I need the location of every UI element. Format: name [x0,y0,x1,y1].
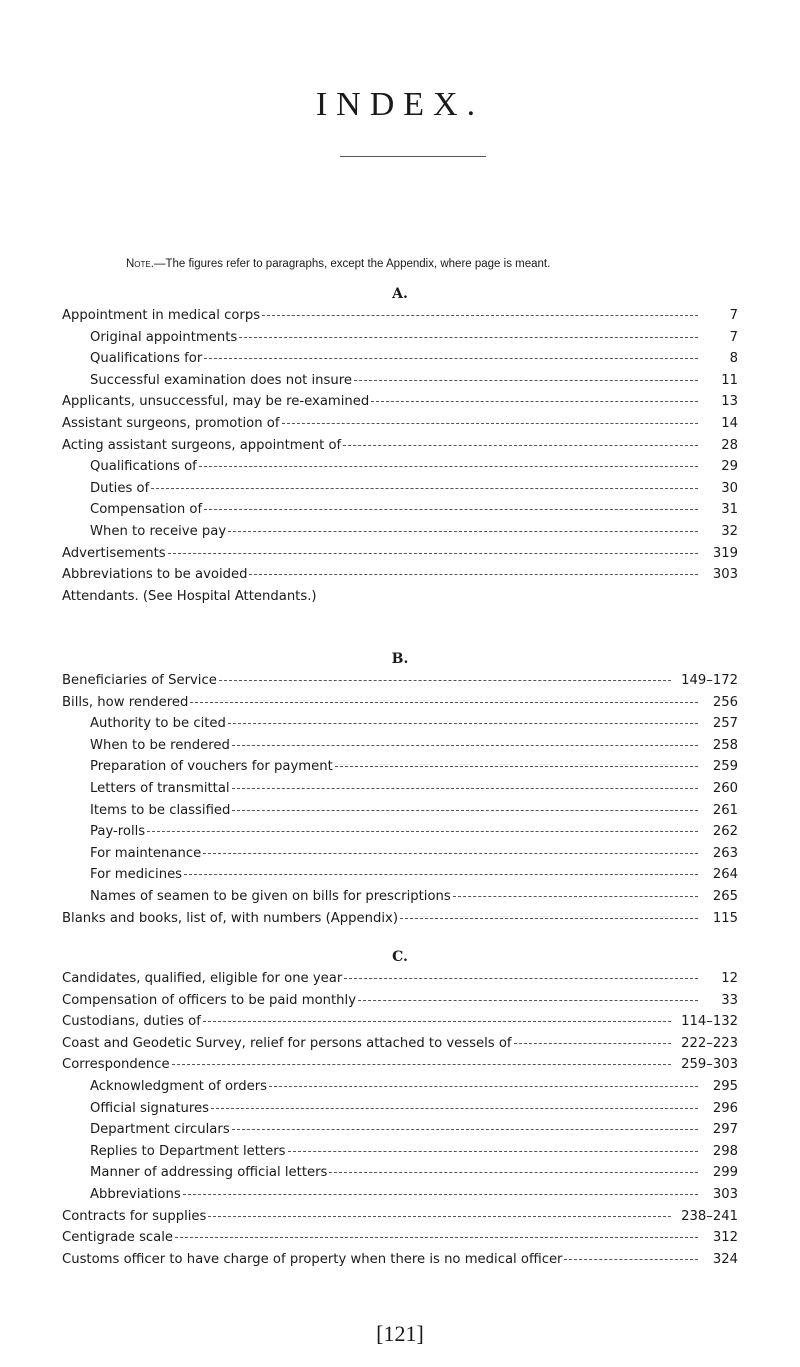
entry-label: Pay-rolls [90,824,146,840]
page-number: [121] [376,1321,424,1346]
entry-label: Duties of [90,480,150,496]
entry-label: Candidates, qualified, eligible for one year [62,971,343,986]
index-entry [90,524,738,544]
entry-label: Compensation of officers to be paid monthly [62,992,356,1008]
entry-label: When to receive pay [90,524,227,539]
entry-page-ref: 298 [712,1143,738,1159]
entry-page-ref: 33 [721,992,738,1008]
index-entry [90,373,738,393]
entry-label: Bills, how rendered [62,694,189,710]
entry-label: Qualifications for [90,351,203,367]
index-entry [62,394,738,414]
dot-leader [168,553,698,554]
dot-leader [190,702,698,703]
index-entry [90,351,738,371]
dot-leader [232,810,698,811]
entry-label: Successful examination does not insure [90,372,353,388]
entry-label: Applicants, unsuccessful, may be re-examined [62,394,370,410]
dot-leader [208,1216,671,1217]
index-entry [62,971,738,991]
entry-page-ref: 259–303 [681,1057,738,1073]
index-entry [90,867,738,887]
entry-page-ref: 324 [712,1251,738,1267]
entry-label: Acting assistant surgeons, appointment of [62,437,342,453]
index-entry [90,1101,738,1121]
entry-label: Manner of addressing official letters [90,1165,328,1181]
dot-leader [211,1108,698,1109]
index-entry [62,438,738,458]
index-entry [90,1144,738,1164]
index-entry [90,846,738,866]
index-entry [90,781,738,801]
entry-page-ref: 222–223 [681,1035,738,1051]
dot-leader [228,531,698,532]
index-entry [90,481,738,501]
entry-page-ref: 149–172 [681,673,738,688]
index-entry [62,546,738,566]
entry-page-ref: 312 [712,1230,738,1246]
dot-leader [204,509,698,510]
entry-page-ref: 299 [712,1165,738,1181]
index-entry [62,911,738,931]
dot-leader [249,574,698,575]
entry-label: Abbreviations [90,1187,181,1202]
section-letter: B. [391,651,409,667]
dot-leader [147,831,698,832]
dot-leader [203,1021,671,1022]
index-entry [62,589,738,609]
dot-leader [219,680,671,681]
entry-page-ref: 13 [721,394,738,410]
entry-page-ref: 32 [721,524,738,539]
entry-label: Advertisements [62,545,166,561]
entry-page-ref: 258 [712,737,738,753]
index-entry [90,502,738,522]
entry-label: Names of seamen to be given on bills for prescriptions [90,889,451,904]
entry-page-ref: 297 [712,1122,738,1138]
entry-label: Department circulars [90,1122,230,1138]
page-title: INDEX. [315,86,485,123]
entry-label: Letters of transmittal [90,781,230,796]
index-entry [90,889,738,909]
entry-label: For medicines [90,867,183,883]
entry-label: Compensation of [90,502,203,518]
dot-leader [184,874,698,875]
entry-label: Contracts for supplies [62,1208,207,1224]
dot-leader [354,380,698,381]
index-entry [62,993,738,1013]
dot-leader [199,466,698,467]
index-entry [62,673,738,693]
entry-page-ref: 115 [712,910,738,926]
dot-leader [343,445,698,446]
dot-leader [232,788,698,789]
entry-label: Items to be classified [90,802,231,818]
index-entry [90,738,738,758]
entry-label: Coast and Geodetic Survey, relief for persons attached to vessels of [62,1035,512,1051]
index-entry [62,1014,738,1034]
entry-page-ref: 295 [712,1079,738,1094]
entry-label: Abbreviations to be avoided [62,567,248,583]
dot-leader [564,1259,698,1260]
entry-page-ref: 296 [712,1100,738,1116]
entry-label: Custodians, duties of [62,1014,201,1030]
entry-page-ref: 263 [712,845,738,861]
dot-leader [358,1000,698,1001]
note-lead: Note. [126,258,154,270]
index-entry [90,759,738,779]
index-entry [62,1209,738,1229]
title-rule [340,156,486,157]
entry-label: Official signatures [90,1100,209,1116]
section-letter: A. [392,286,408,302]
entry-label: Preparation of vouchers for payment [90,759,333,775]
dot-leader [204,358,698,359]
entry-page-ref: 8 [729,351,738,367]
index-entry [90,1187,738,1207]
note-text: —The figures refer to paragraphs, except the Appendix, where page is meant. [153,258,551,270]
dot-leader [151,488,698,489]
entry-page-ref: 265 [712,889,738,904]
entry-page-ref: 264 [712,867,738,883]
index-entry [90,1079,738,1099]
index-entry [62,1057,738,1077]
index-entry [62,308,738,328]
index-entry [62,1230,738,1250]
entry-label: Customs officer to have charge of property when there is no medical officer [62,1251,563,1267]
index-entry [62,1252,738,1272]
section-letter: C. [392,949,408,965]
entry-page-ref: 7 [729,308,738,323]
dot-leader [400,918,698,919]
entry-label: Beneficiaries of Service [62,673,217,688]
dot-leader [239,337,698,338]
dot-leader [329,1172,698,1173]
dot-leader [453,896,698,897]
entry-page-ref: 12 [721,971,738,986]
entry-page-ref: 256 [712,694,738,710]
dot-leader [344,978,698,979]
entry-page-ref: 7 [729,329,738,345]
index-entry [90,1122,738,1142]
index-entry [90,803,738,823]
entry-label: Acknowledgment of orders [90,1079,268,1094]
entry-page-ref: 260 [712,781,738,796]
entry-page-ref: 11 [721,372,738,388]
index-entry [62,416,738,436]
entry-page-ref: 303 [712,567,738,583]
entry-page-ref: 30 [721,480,738,496]
entry-page-ref: 257 [712,716,738,732]
index-entry [90,1165,738,1185]
entry-page-ref: 238–241 [681,1208,738,1224]
entry-page-ref: 114–132 [681,1014,738,1030]
dot-leader [232,745,698,746]
index-entry [90,824,738,844]
entry-page-ref: 28 [721,437,738,453]
dot-leader [203,853,698,854]
entry-page-ref: 31 [721,502,738,518]
dot-leader [228,723,698,724]
entry-page-ref: 319 [712,545,738,561]
entry-label: Blanks and books, list of, with numbers (Appendix) [62,910,398,926]
index-entry [90,330,738,350]
entry-label: Qualifications of [90,459,197,475]
entry-label: Appointment in medical corps [62,308,261,323]
dot-leader [172,1064,671,1065]
dot-leader [371,401,698,402]
entry-label: Original appointments [90,329,238,345]
entry-label: Replies to Department letters [90,1143,286,1159]
index-entry [90,716,738,736]
entry-label: Assistant surgeons, promotion of [62,416,280,431]
dot-leader [335,766,698,767]
entry-label: Centigrade scale [62,1230,174,1246]
entry-page-ref: 303 [712,1187,738,1202]
index-entry [62,567,738,587]
dot-leader [269,1086,698,1087]
dot-leader [183,1194,698,1195]
dot-leader [514,1043,672,1044]
index-entry [62,695,738,715]
entry-label: When to be rendered [90,737,230,753]
index-entry [62,1036,738,1056]
dot-leader [288,1151,698,1152]
entry-label: Authority to be cited [90,716,226,732]
index-entry [90,459,738,479]
entry-page-ref: 29 [721,459,738,475]
dot-leader [282,423,698,424]
entry-label: Correspondence [62,1057,170,1073]
dot-leader [262,315,698,316]
entry-label: Attendants. (See Hospital Attendants.) [62,588,317,604]
entry-page-ref: 262 [712,824,738,840]
entry-page-ref: 14 [721,416,738,431]
entry-page-ref: 261 [712,802,738,818]
entry-page-ref: 259 [712,759,738,775]
dot-leader [232,1129,698,1130]
index-note [126,258,550,270]
entry-label: For maintenance [90,845,202,861]
dot-leader [175,1237,698,1238]
